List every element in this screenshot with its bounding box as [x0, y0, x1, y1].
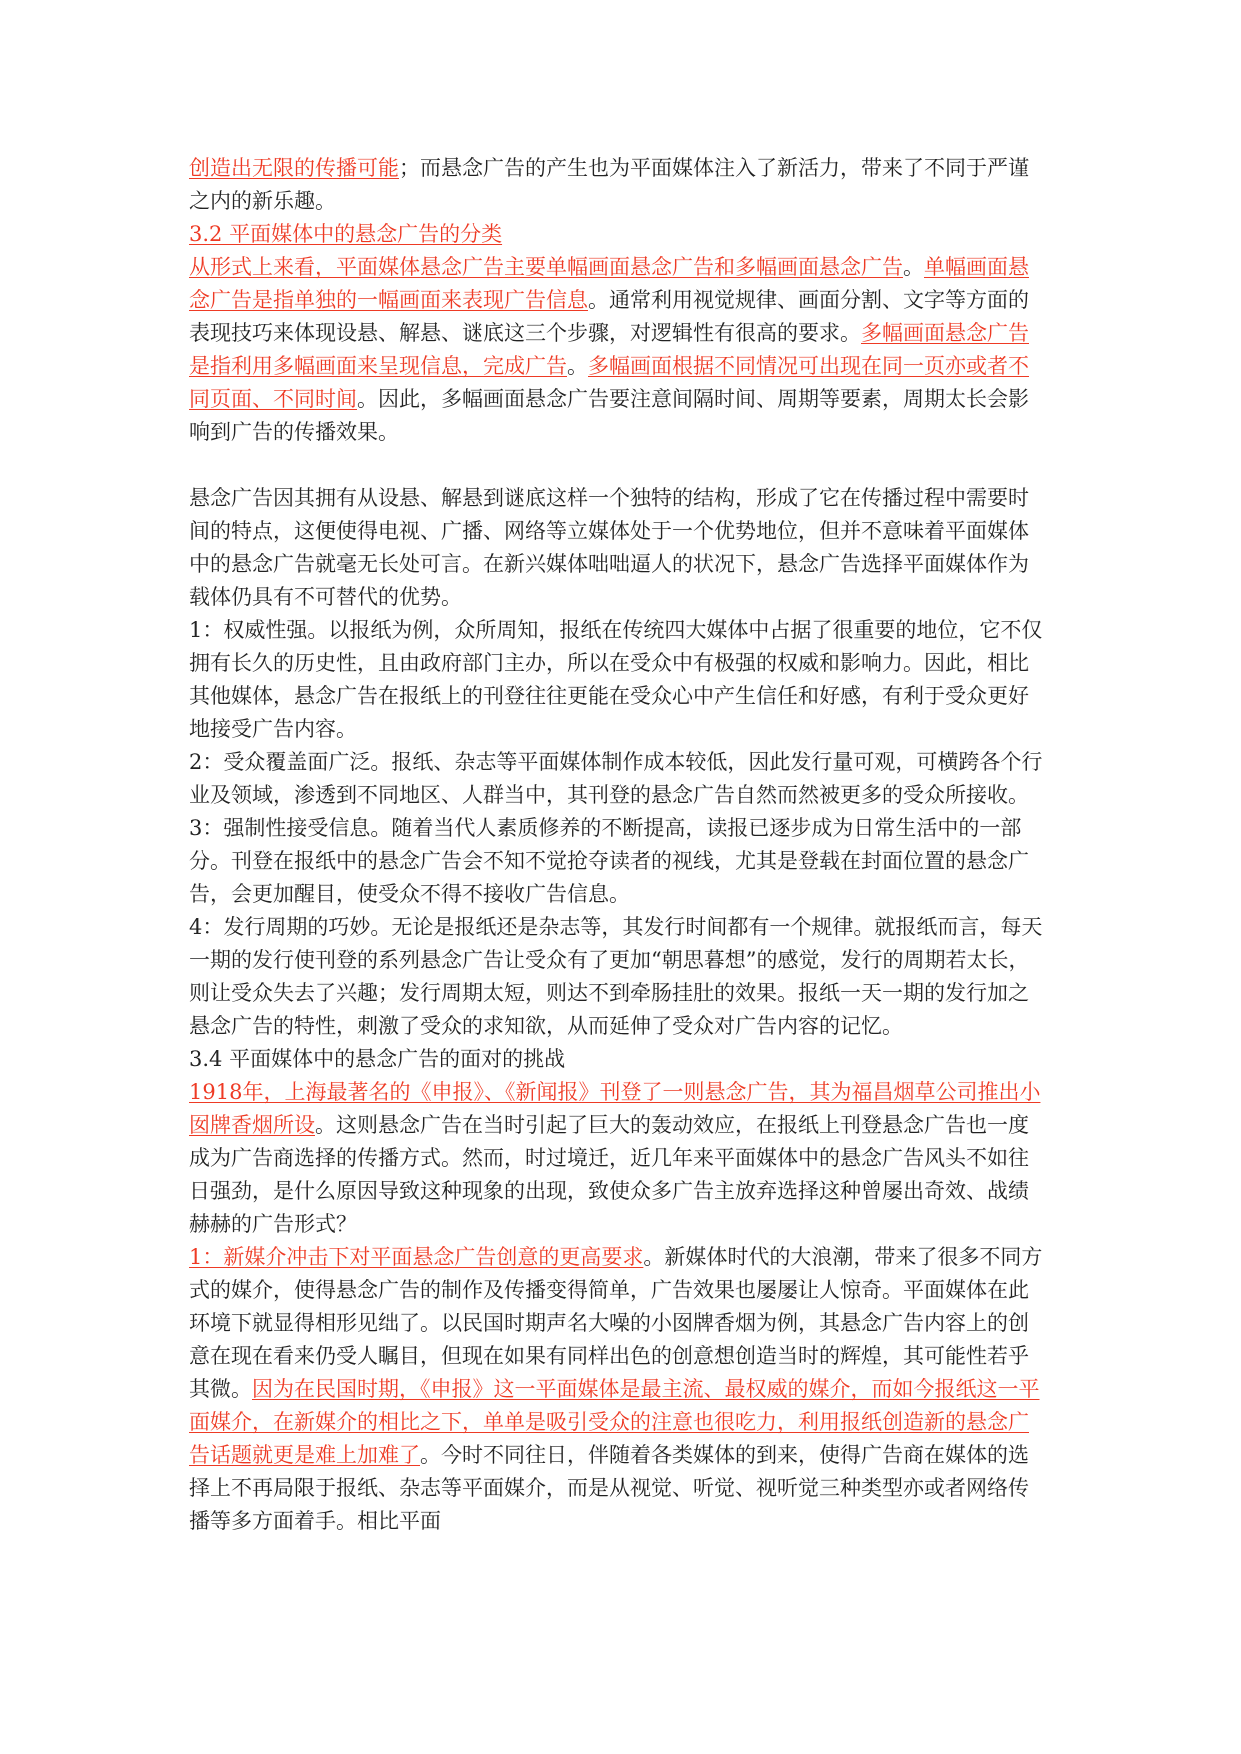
section-heading-3-4: 3.4 平面媒体中的悬念广告的面对的挑战: [189, 1047, 566, 1071]
highlight-text: 1918年，上海最著名的《申报》、《新闻报》刊登了一则悬念广告，其为福昌烟草公司推出小囡牌香烟所设: [189, 1080, 1041, 1137]
body-text: 。: [903, 255, 924, 279]
body-text: 。通常利用视觉规律、画面分割、文字等方面的表现技巧来体现设悬、解悬、谜底这三个步骤，对逻辑性有很高的要求。: [189, 288, 1029, 345]
highlight-text: 1：新媒介冲击下对平面悬念广告创意的更高要求: [189, 1245, 644, 1269]
section-heading-text: 3.2 平面媒体中的悬念广告的分类: [189, 222, 503, 246]
paragraph-gap: [189, 449, 1049, 482]
paragraph-point-3: 3：强制性接受信息。随着当代人素质修养的不断提高，读报已逐步成为日常生活中的一部分。刊登在报纸中的悬念广告会不知不觉抢夺读者的视线，尤其是登载在封面位置的悬念广告，会更加醒目，使受众不得不接收广告信息。: [189, 816, 1029, 906]
highlight-text: 创造出无限的传播可能: [189, 156, 399, 180]
section-heading-3-2: [189, 218, 1049, 251]
highlight-text: 从形式上来看，平面媒体悬念广告主要单幅画面悬念广告和多幅画面悬念广告: [189, 255, 903, 279]
paragraph-challenges: [189, 1076, 1049, 1241]
highlight-text: 单幅画面悬念广告是指单独的一幅画面来表现广告信息: [189, 255, 1029, 312]
body-text: 。因此，多幅画面悬念广告要注意间隔时间、周期等要素，周期太长会影响到广告的传播效果。: [189, 387, 1029, 444]
paragraph-point-4: 4：发行周期的巧妙。无论是报纸还是杂志等，其发行时间都有一个规律。就报纸而言，每天一期的发行使刊登的系列悬念广告让受众有了更加“朝思暮想”的感觉，发行的周期若太长，则让受众失去了兴趣；发行周期太短，则达不到牵肠挂肚的效果。报纸一天一期的发行加之悬念广告的特性，刺激了受众的求知欲，从而延伸了受众对广告内容的记忆。: [189, 915, 1043, 1038]
paragraph-intro: [189, 152, 1049, 218]
body-text: 。新媒体时代的大浪潮，带来了很多不同方式的媒介，使得悬念广告的制作及传播变得简单，广告效果也屡屡让人惊奇。平面媒体在此环境下就显得相形见绌了。以民国时期声名大噪的小囡牌香烟为例，其悬念广告内容上的创意在现在看来仍受人瞩目，但现在如果有同样出色的创意想创造当时的辉煌，其可能性若乎其微。: [189, 1245, 1043, 1401]
highlight-text: 因为在民国时期，《申报》这一平面媒体是最主流、最权威的媒介，而如今报纸这一平面媒介，在新媒介的相比之下，单单是吸引受众的注意也很吃力，利用报纸创造新的悬念广告话题就更是难上加难了: [189, 1377, 1040, 1467]
body-text: 。今时不同往日，伴随着各类媒体的到来，使得广告商在媒体的选择上不再局限于报纸、杂志等平面媒介，而是从视觉、听觉、视听觉三种类型亦或者网络传播等多方面着手。相比平面: [189, 1443, 1029, 1533]
body-text: 。这则悬念广告在当时引起了巨大的轰动效应，在报纸上刊登悬念广告也一度成为广告商选择的传播方式。然而，时过境迁，近几年来平面媒体中的悬念广告风头不如往日强劲，是什么原因导致这种现象的出现，致使众多广告主放弃选择这种曾屡出奇效、战绩赫赫的广告形式？: [189, 1113, 1029, 1236]
paragraph-challenge-1: [189, 1241, 1049, 1538]
highlight-text: 多幅画面根据不同情况可出现在同一页亦或者不同页面、不同时间: [189, 354, 1029, 411]
document-body: [189, 152, 1049, 1538]
paragraph-point-1: 1：权威性强。以报纸为例，众所周知，报纸在传统四大媒体中占据了很重要的地位，它不仅拥有长久的历史性，且由政府部门主办，所以在受众中有极强的权威和影响力。因此，相比其他媒体，悬念广告在报纸上的刊登往往更能在受众心中产生信任和好感，有利于受众更好地接受广告内容。: [189, 618, 1043, 741]
body-text: 。: [567, 354, 588, 378]
paragraph-classification: [189, 251, 1049, 449]
paragraph-point-2: 2：受众覆盖面广泛。报纸、杂志等平面媒体制作成本较低，因此发行量可观，可横跨各个行业及领域，渗透到不同地区、人群当中，其刊登的悬念广告自然而然被更多的受众所接收。: [189, 750, 1043, 807]
highlight-text: 多幅画面悬念广告是指利用多幅画面来呈现信息，完成广告: [189, 321, 1029, 378]
paragraph-advantages-intro: 悬念广告因其拥有从设悬、解悬到谜底这样一个独特的结构，形成了它在传播过程中需要时间的特点，这便使得电视、广播、网络等立媒体处于一个优势地位，但并不意味着平面媒体中的悬念广告就毫无长处可言。在新兴媒体咄咄逼人的状况下，悬念广告选择平面媒体作为载体仍具有不可替代的优势。: [189, 486, 1029, 609]
body-text: ；而悬念广告的产生也为平面媒体注入了新活力，带来了不同于严谨之内的新乐趣。: [189, 156, 1029, 213]
